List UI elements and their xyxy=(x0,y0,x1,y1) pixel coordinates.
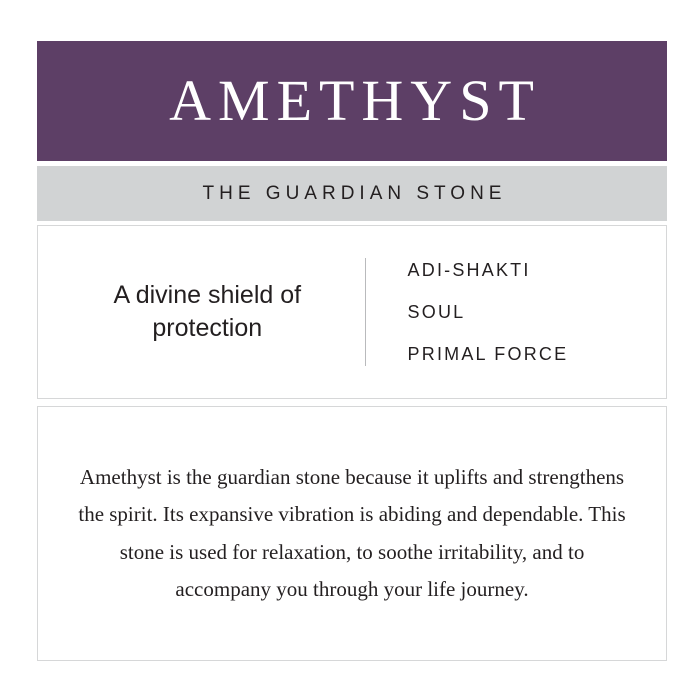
tagline-section xyxy=(38,226,365,398)
title-banner xyxy=(37,41,667,161)
page-title: AMETHYST xyxy=(169,68,541,133)
description-text: Amethyst is the guardian stone because it uplifts and strengthens the spirit. Its expansive vibration is abiding and dependable. This stone is used for relaxation, to soothe irritability, and to accompany you through your life journey. xyxy=(78,464,626,601)
list-item: ADI-SHAKTI xyxy=(407,260,531,280)
description-box xyxy=(37,406,667,661)
keyword-list xyxy=(366,226,666,398)
tagline-text: A divine shield of protection xyxy=(113,281,302,342)
subtitle: THE GUARDIAN STONE xyxy=(202,182,507,204)
info-box xyxy=(37,225,667,399)
list-item: PRIMAL FORCE xyxy=(407,344,569,364)
list-item: SOUL xyxy=(407,302,466,322)
subtitle-band xyxy=(37,166,667,221)
